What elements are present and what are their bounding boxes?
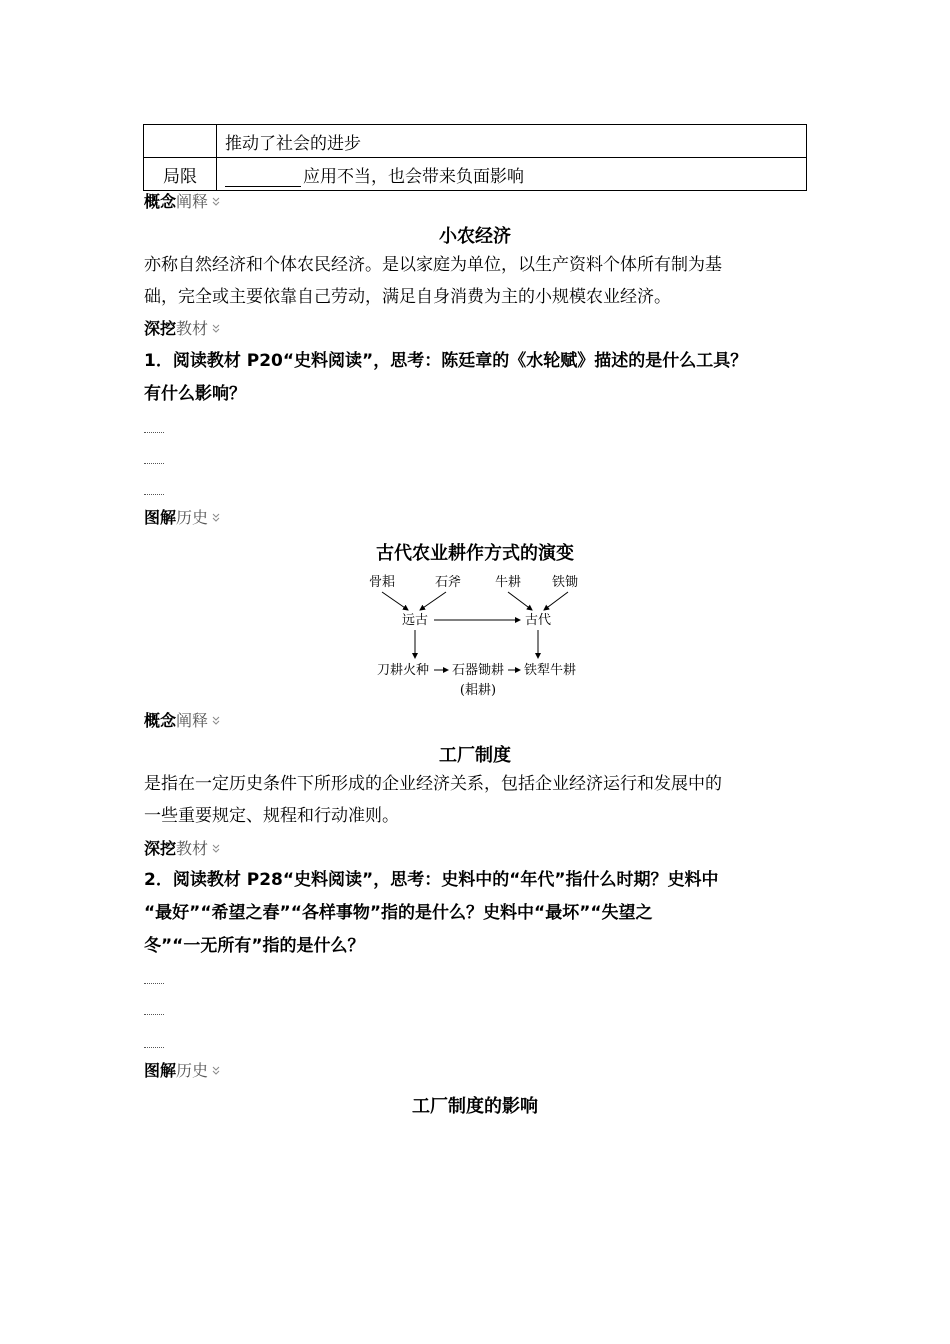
section-header-figure: [144, 505, 222, 528]
question-line: 2．阅读教材 P28“史料阅读”，思考：史料中的“年代”指什么时期？史料中: [144, 870, 719, 890]
question-line: 冬”“一无所有”指的是什么？: [144, 936, 365, 956]
stage-label: 石器锄耕: [451, 663, 505, 678]
chevron-down-icon: [210, 195, 222, 207]
stage-label: 铁犁牛耕: [523, 663, 577, 678]
concept-paragraph: [144, 249, 812, 313]
arrow: [420, 592, 446, 610]
table-cell-content: [217, 158, 807, 191]
section-header-light: 阐释: [176, 711, 209, 730]
farming-evolution-diagram: [360, 566, 600, 702]
table-cell-label: 局限: [144, 158, 217, 191]
answer-line[interactable]: [144, 1014, 164, 1015]
diagram-title: 工厂制度的影响: [412, 1096, 538, 1117]
section-header-bold: 图解: [144, 508, 177, 527]
stage-note: (耜耕): [459, 683, 497, 698]
table-cell-text: 应用不当，也会带来负面影响: [303, 166, 524, 187]
section-header-light: 阐释: [176, 192, 209, 211]
answer-line[interactable]: [144, 432, 164, 433]
chevron-down-icon: [210, 714, 222, 726]
section-header-figure: [144, 1058, 222, 1081]
section-header-light: 历史: [176, 1061, 209, 1080]
chevron-down-icon: [210, 1064, 222, 1076]
paragraph-line: 亦称自然经济和个体农民经济。是以家庭为单位，以生产资料个体所有制为基: [144, 255, 722, 275]
fill-blank[interactable]: [225, 170, 301, 187]
section-header-bold: 图解: [144, 1061, 177, 1080]
concept-title: 小农经济: [439, 226, 511, 247]
section-header-bold: 概念: [144, 192, 177, 211]
arrow: [508, 592, 532, 610]
table-cell-content: 推动了社会的进步: [217, 125, 807, 158]
tool-label: 骨耜: [368, 575, 396, 590]
table-cell-label: [144, 125, 217, 158]
answer-line[interactable]: [144, 1047, 164, 1048]
tool-label: 铁锄: [551, 575, 579, 590]
section-header-bold: 深挖: [144, 319, 177, 338]
question-line: “最好”“希望之春”“各样事物”指的是什么？史料中“最坏”“失望之: [144, 903, 653, 923]
section-header-light: 历史: [176, 508, 209, 527]
section-header-light: 教材: [176, 839, 209, 858]
paragraph-line: 础，完全或主要依靠自己劳动，满足自身消费为主的小规模农业经济。: [144, 287, 671, 307]
diagram-title: 古代农业耕作方式的演变: [376, 543, 574, 564]
concept-title: 工厂制度: [439, 745, 511, 766]
chevron-down-icon: [210, 322, 222, 334]
answer-line[interactable]: [144, 494, 164, 495]
arrow: [382, 592, 408, 610]
question-line: 1．阅读教材 P20“史料阅读”，思考：陈廷章的《水轮赋》描述的是什么工具？: [144, 351, 748, 371]
section-header-concept: [144, 708, 222, 731]
question-1: [144, 345, 816, 411]
paragraph-line: 是指在一定历史条件下所形成的企业经济关系，包括企业经济运行和发展中的: [144, 774, 722, 794]
era-label: 远古: [401, 613, 429, 628]
section-header-dig: [144, 836, 222, 859]
section-header-light: 教材: [176, 319, 209, 338]
arrow: [544, 592, 568, 610]
tool-label: 牛耕: [494, 575, 522, 590]
chevron-down-icon: [210, 511, 222, 523]
question-2: [144, 864, 816, 963]
table-row: [144, 158, 807, 191]
section-header-bold: 深挖: [144, 839, 177, 858]
section-header-bold: 概念: [144, 711, 177, 730]
section-header-concept: [144, 189, 222, 212]
summary-table: [143, 124, 807, 191]
tool-label: 石斧: [434, 575, 462, 590]
answer-line[interactable]: [144, 983, 164, 984]
era-label: 古代: [524, 613, 552, 628]
answer-line[interactable]: [144, 463, 164, 464]
stage-label: 刀耕火种: [376, 663, 430, 678]
paragraph-line: 一些重要规定、规程和行动准则。: [144, 806, 399, 826]
table-row: [144, 125, 807, 158]
concept-paragraph: [144, 768, 812, 832]
section-header-dig: [144, 316, 222, 339]
chevron-down-icon: [210, 842, 222, 854]
question-line: 有什么影响？: [144, 384, 246, 404]
